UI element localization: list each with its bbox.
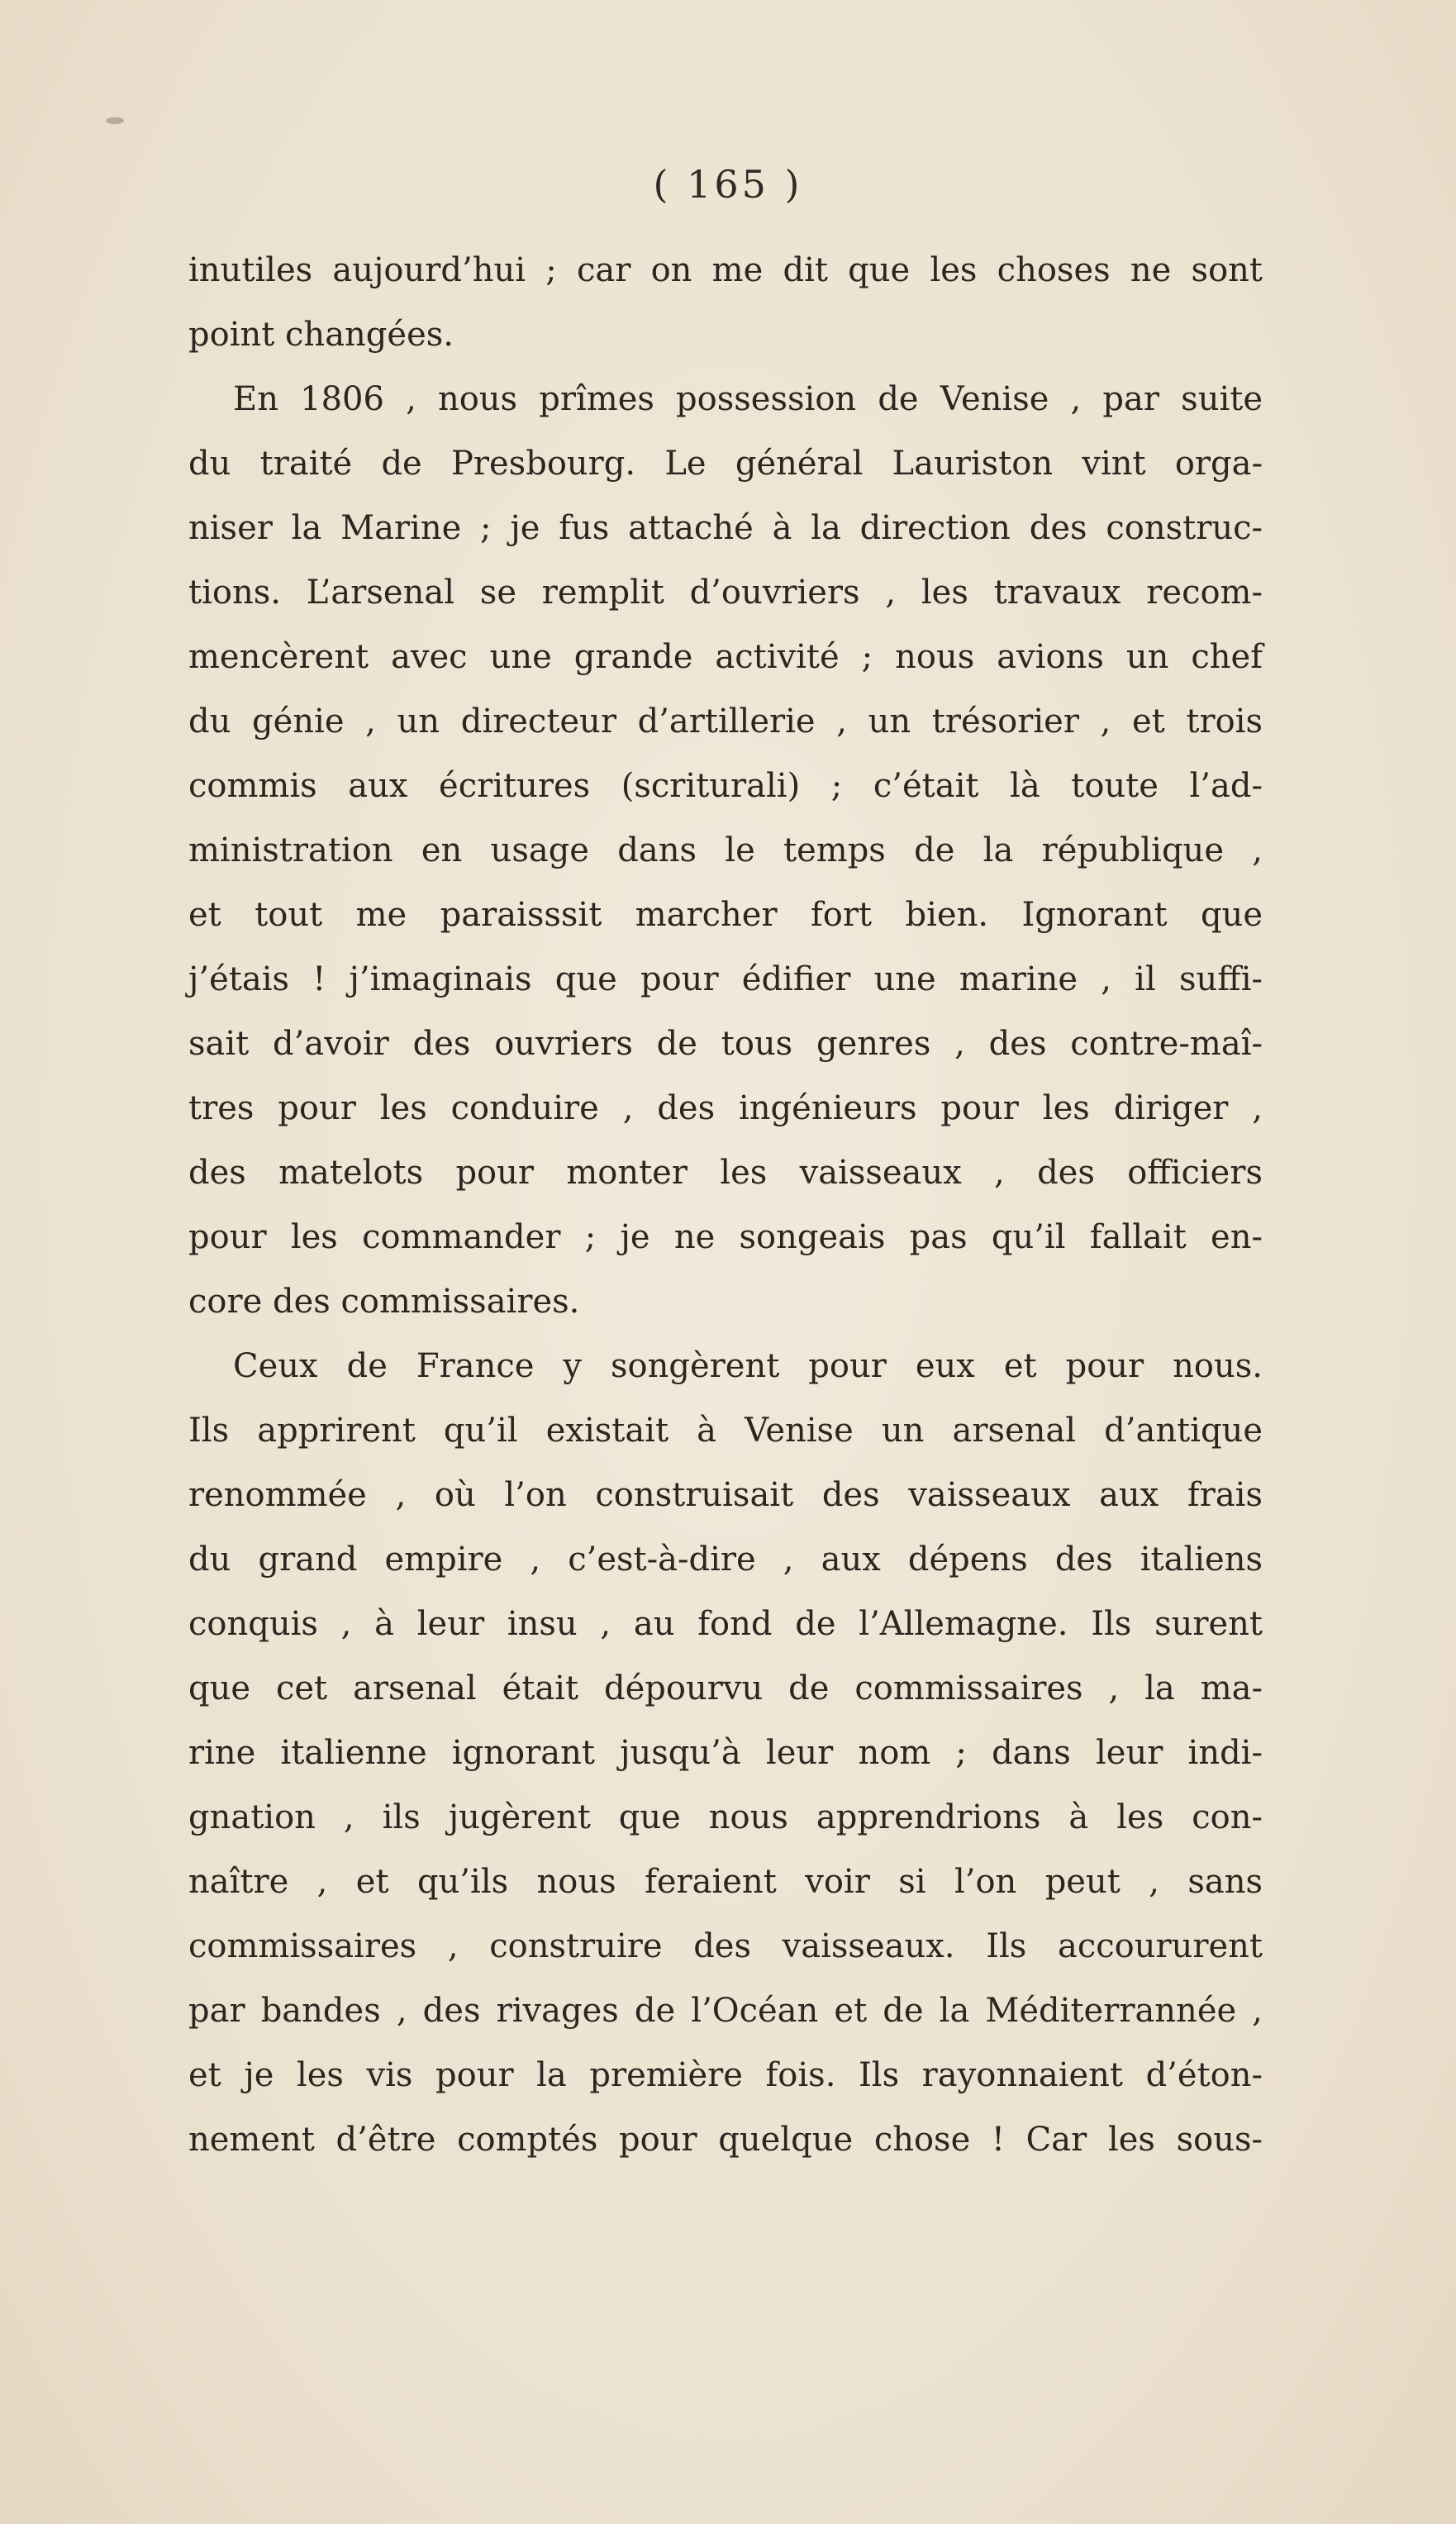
text-line: ministration en usage dans le temps de la république , [188,831,1263,869]
ink-speck [106,117,124,124]
text-line: j’étais ! j’imaginais que pour édifier une marine , il suffi- [188,960,1263,998]
text-line: gnation , ils jugèrent que nous apprendrions à les con- [188,1798,1263,1836]
text-line: du grand empire , c’est-à-dire , aux dépens des italiens [188,1541,1263,1579]
text-line: inutiles aujourd’hui ; car on me dit que les choses ne sont [188,251,1263,289]
text-line: core des commissaires. [188,1283,580,1321]
page-number: ( 165 ) [653,162,803,207]
text-line: du traité de Presbourg. Le général Lauriston vint orga- [188,445,1263,483]
text-line: naître , et qu’ils nous feraient voir si l’on peut , sans [188,1863,1263,1901]
text-line: niser la Marine ; je fus attaché à la direction des construc- [188,509,1263,547]
text-line: et tout me paraisssit marcher fort bien. Ignorant que [188,896,1263,934]
text-line: commissaires , construire des vaisseaux. Ils accoururent [188,1927,1263,1965]
text-line: tres pour les conduire , des ingénieurs pour les diriger , [188,1089,1263,1127]
body-text [188,238,1263,2172]
text-line: commis aux écritures (scriturali) ; c’était là toute l’ad- [188,767,1263,805]
text-line: En 1806 , nous prîmes possession de Venise , par suite [233,380,1263,418]
text-line: et je les vis pour la première fois. Ils rayonnaient d’éton- [188,2056,1263,2094]
text-line: des matelots pour monter les vaisseaux , des officiers [188,1154,1263,1192]
text-line: du génie , un directeur d’artillerie , un trésorier , et trois [188,702,1263,741]
text-line: que cet arsenal était dépourvu de commissaires , la ma- [188,1669,1263,1707]
text-line: mencèrent avec une grande activité ; nous avions un chef [188,638,1263,676]
text-line: pour les commander ; je ne songeais pas qu’il fallait en- [188,1218,1263,1256]
text-line: renommée , où l’on construisait des vaisseaux aux frais [188,1476,1263,1514]
text-line: point changées. [188,316,454,354]
text-line: nement d’être comptés pour quelque chose ! Car les sous- [188,2121,1263,2159]
text-line: tions. L’arsenal se remplit d’ouvriers , les travaux recom- [188,574,1263,612]
text-line: Ceux de France y songèrent pour eux et pour nous. [233,1347,1263,1385]
text-line: Ils apprirent qu’il existait à Venise un arsenal d’antique [188,1412,1263,1450]
text-line: sait d’avoir des ouvriers de tous genres , des contre-maî- [188,1025,1263,1063]
text-line: conquis , à leur insu , au fond de l’Allemagne. Ils surent [188,1605,1263,1643]
text-line: rine italienne ignorant jusqu’à leur nom ; dans leur indi- [188,1734,1263,1772]
text-line: par bandes , des rivages de l’Océan et de la Méditerrannée , [188,1992,1263,2030]
